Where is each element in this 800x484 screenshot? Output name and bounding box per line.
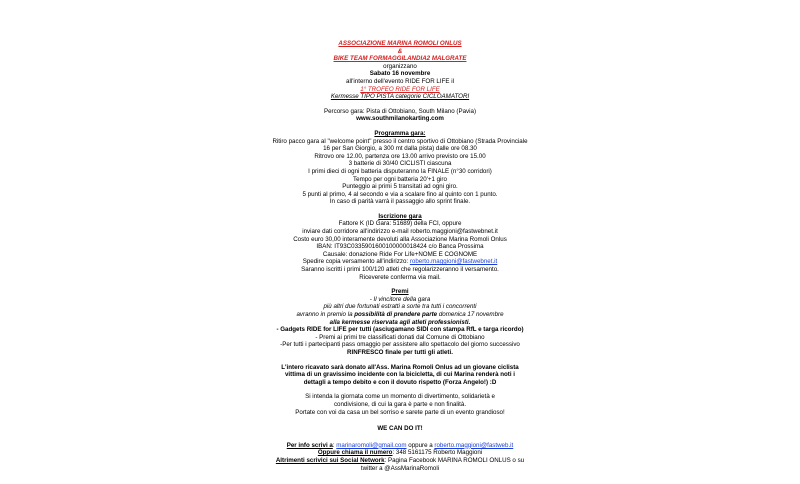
twitter-line: twitter a @AssMarinaRomoli (360, 464, 440, 472)
avranno-prefix: avranno in premio la (296, 311, 355, 318)
organizzano-text: organizzano (383, 62, 417, 70)
giornata-line: condivisione, di cui la gara è parte e non finalità. (333, 400, 467, 408)
percorso-text: Percorso gara: Pista di Ottobiano, South Milano (Pavia) (323, 107, 476, 115)
premi-title: Premi (391, 288, 409, 296)
giornata-line: Si intenda la giornata come un momento di divertimento, solidarietà e (305, 393, 495, 401)
iscrizione-line: inviare dati corridore all'indirizzo e-mail roberto.maggioni@fastwebnet.it (302, 228, 498, 236)
programma-line: 16 per San Giorgio, a 300 mt dalla pista) dalle ore 08.30 (323, 145, 477, 153)
iscrizione-title: Iscrizione gara (378, 212, 422, 220)
org-name-1: ASSOCIAZIONE MARINA ROMOLI ONLUS (338, 40, 462, 47)
premi-gadgets: - Gadgets RIDE for LIFE per tutti (asciugamano SIDI con stampa RfL e targa ricordo) (276, 326, 524, 334)
spedire-email-link[interactable]: roberto.maggioni@fastwebnet.it (409, 258, 498, 266)
chiama-line (230, 449, 570, 457)
iscrizione-line: IBAN: IT93C0335901600100000018424 c/o Banca Prossima (316, 243, 484, 251)
programma-line: In caso di parità varrà il passaggio allo sprint finale. (329, 198, 471, 206)
ampersand: & (397, 47, 403, 55)
info-line (230, 442, 570, 450)
event-context: all'interno dell'evento RIDE FOR LIFE il (346, 77, 454, 85)
info-email-link[interactable]: marinaromoli@gmail.com (336, 441, 407, 449)
programma-line: Ritiro pacco gara al "welcome point" presso il centro sportivo di Ottobiano (Strada Provinciale (272, 137, 528, 145)
avranno-suffix: domenica 17 novembre (437, 311, 504, 318)
info-email2-link[interactable]: roberto.maggioni@fastweb.it (434, 441, 514, 449)
premi-avranno (230, 311, 570, 319)
org-name-2: BIKE TEAM FORMAGGILANDIA2 MALGRATE (333, 55, 467, 63)
premi-vincitore: - Il vincitore della gara (369, 295, 431, 303)
ricavato-line: dettagli a tempo debito e con il dovuto rispetto (Forza Angelo!) :D (303, 378, 497, 386)
premi-fortunati: più altri due fortunati estratti a sorte tra tutti i concorrenti (323, 303, 477, 311)
flyer-document (230, 40, 570, 472)
programma-line: I primi dieci di ogni batteria disputeranno la FINALE (n°30 corridori) (308, 167, 492, 175)
info-label: Per info scrivi a (286, 441, 333, 449)
giornata-line: Portate con voi da casa un bel sorriso e sarete parte di un evento grandioso! (295, 408, 505, 416)
event-date: Sabato 16 novembre (369, 70, 431, 78)
ricavato-line: vittima di un gravissimo incidente con la bicicletta, di cui Marina renderà noti i (284, 371, 516, 379)
iscrizione-line: Fattore K (ID Gara: 51689) della FCI, oppure (338, 220, 462, 228)
kermesse-subtitle: Kermesse TIPO PISTA categorie CICLOAMATORI (330, 93, 470, 101)
social-line (230, 457, 570, 465)
programma-line: Ritrovo ore 12.00, partenza ore 13.00 arrivo previsto ore 15.00 (314, 152, 486, 160)
chiama-label: Oppure chiama il numero (317, 449, 393, 457)
info-oppure: oppure a (406, 441, 435, 449)
iscrizione-line: Saranno iscritti i primi 100/120 atleti che regolarizzeranno il versamento. (301, 266, 499, 274)
spedire-prefix: Spedire copia versamento all'indirizzo: (302, 258, 410, 266)
info-sep: : (332, 441, 337, 449)
programma-title: Programma gara: (374, 129, 426, 137)
programma-line: Tempo per ogni batteria 20'+1 giro (353, 175, 447, 183)
programma-line: 5 punti al primo, 4 al secondo e via a scalare fino al quinto con 1 punto. (302, 190, 498, 198)
website-link[interactable]: www.southmilanokarting.com (356, 115, 444, 123)
slogan: WE CAN DO IT! (377, 425, 423, 433)
premi-rinfresco: RINFRESCO finale per tutti gli atleti. (347, 348, 453, 356)
chiama-value: : 348 5161175 Roberto Maggioni (392, 449, 483, 457)
premi-kermesse-prof: alla kermesse riservata agli atleti professionisti. (329, 318, 471, 326)
iscrizione-line: Causale: donazione Ride For Life+NOME E COGNOME (322, 250, 478, 258)
programma-line: 3 batterie di 30/40 CICLISTI ciascuna (348, 160, 452, 168)
premi-pass: -Per tutti i partecipanti pass omaggio per assistere allo spettacolo del giorno successivo (280, 341, 520, 349)
trophy-title: 1° TROFEO RIDE FOR LIFE (360, 85, 440, 93)
iscrizione-line: Costo euro 30,00 interamente devoluti alla Associazione Marina Romoli Onlus (293, 235, 507, 243)
programma-line: Punteggio ai primi 5 transitati ad ogni giro. (342, 183, 458, 191)
social-value: : Pagina Facebook MARINA ROMOLI ONLUS o su (384, 456, 525, 464)
avranno-bold: possibilità di prendere parte (354, 311, 438, 318)
ricavato-line: L'intero ricavato sarà donato all'Ass. Marina Romoli Onlus ad un giovane ciclista (281, 363, 519, 371)
premi-classificati: - Premi ai primi tre classificati donati dal Comune di Ottobiano (315, 333, 485, 341)
spedire-line (230, 258, 570, 266)
social-label: Altrimenti scrivici sui Social Network (275, 456, 385, 464)
iscrizione-line: Riceverete conferma via mail. (359, 273, 441, 281)
